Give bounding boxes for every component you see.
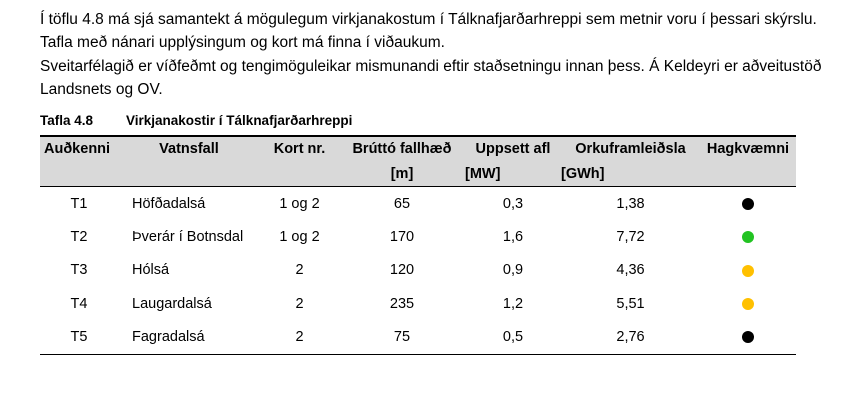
cell-energy: 2,76: [616, 329, 645, 346]
cell-energy: 5,51: [616, 295, 645, 312]
feasibility-dot-icon: [742, 231, 754, 243]
cell-river: Laugardalsá: [132, 295, 212, 312]
cell-energy: 1,38: [616, 195, 645, 212]
table-row: [40, 321, 796, 355]
cell-head: 75: [393, 329, 411, 346]
power-plants-table: [40, 135, 796, 355]
cell-id: T3: [70, 262, 88, 279]
cell-id: T2: [70, 229, 88, 246]
cell-feasibility: [700, 321, 796, 355]
table-caption: [40, 112, 352, 130]
col-header-head: Brúttó fallhæð: [339, 136, 465, 161]
col-header-river: Vatnsfall: [118, 136, 260, 161]
cell-feasibility: [700, 254, 796, 287]
table-title: Virkjanakostir í Tálknafjarðarhreppi: [126, 113, 353, 128]
table-row: [40, 254, 796, 287]
header-row: [40, 136, 796, 161]
feasibility-dot-icon: [742, 265, 754, 277]
location-paragraph: Sveitarfélagið er víðfeðmt og tengimöguleikar mismunandi eftir staðsetningu innan þess. Á Keldeyri er aðveitustöð Landsnets og OV.: [40, 58, 822, 98]
feasibility-dot-icon: [742, 298, 754, 310]
cell-feasibility: [700, 187, 796, 221]
cell-map: 1 og 2: [279, 229, 320, 246]
col-header-map: Kort nr.: [260, 136, 339, 161]
unit-power: [MW]: [465, 161, 561, 187]
cell-power: 1,2: [502, 295, 524, 312]
cell-id: T4: [70, 295, 88, 312]
table-row: [40, 287, 796, 320]
cell-map: 1 og 2: [279, 195, 320, 212]
cell-head: 65: [393, 195, 411, 212]
unit-energy: [GWh]: [561, 161, 700, 187]
cell-energy: 4,36: [616, 262, 645, 279]
cell-head: 235: [389, 295, 415, 312]
cell-energy: 7,72: [616, 229, 645, 246]
cell-power: 1,6: [502, 229, 524, 246]
cell-id: T5: [70, 329, 88, 346]
table-row: [40, 187, 796, 221]
cell-power: 0,9: [502, 262, 524, 279]
cell-feasibility: [700, 220, 796, 253]
cell-river: Þverár í Botnsdal: [132, 229, 244, 246]
feasibility-dot-icon: [742, 331, 754, 343]
table-row: [40, 220, 796, 253]
unit-row: [40, 161, 796, 187]
cell-feasibility: [700, 287, 796, 320]
cell-river: Höfðadalsá: [132, 195, 206, 212]
cell-map: 2: [295, 262, 304, 279]
cell-id: T1: [70, 195, 88, 212]
col-header-id: Auðkenni: [40, 136, 118, 161]
cell-river: Fagradalsá: [132, 329, 205, 346]
col-header-power: Uppsett afl: [465, 136, 561, 161]
col-header-feasibility: Hagkvæmni: [700, 136, 796, 161]
cell-map: 2: [295, 295, 304, 312]
unit-head: [m]: [339, 161, 465, 187]
table-number: Tafla 4.8: [40, 113, 94, 128]
intro-paragraph: Í töflu 4.8 má sjá samantekt á mögulegum virkjanakostum í Tálknafjarðarhreppi sem metnir voru í þessari skýrslu. Tafla með nánari upplýsingum og kort má finna í viðaukum.: [40, 11, 817, 51]
cell-head: 120: [389, 262, 415, 279]
cell-head: 170: [389, 229, 415, 246]
cell-power: 0,5: [502, 329, 524, 346]
feasibility-dot-icon: [742, 198, 754, 210]
cell-power: 0,3: [502, 195, 524, 212]
col-header-energy: Orkuframleiðsla: [561, 136, 700, 161]
cell-map: 2: [295, 329, 304, 346]
cell-river: Hólsá: [132, 262, 170, 279]
